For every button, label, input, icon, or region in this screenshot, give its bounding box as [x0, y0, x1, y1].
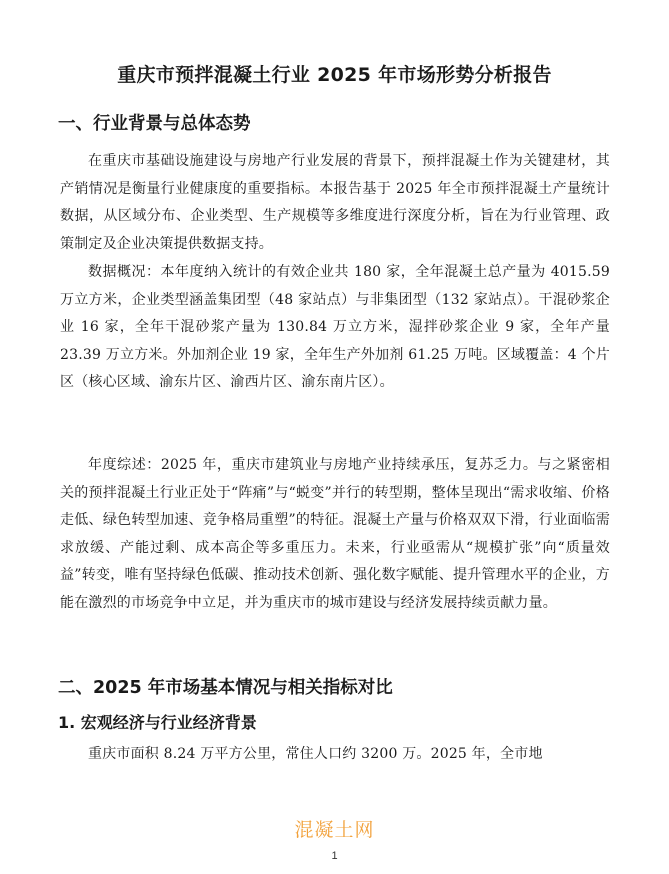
section-1-paragraph-annual-summary: 年度综述：2025 年，重庆市建筑业与房地产业持续承压，复苏乏力。与之紧密相关的预拌混凝土行业正处于“阵痛”与“蜕变”并行的转型期，整体呈现出“需求收缩、价格走低、绿色转型加速、竞争格局重塑”的特征。混凝土产量与价格双双下滑，行业面临需求放缓、产能过剩、成本高企等多重压力。未来，行业亟需从“规模扩张”向“质量效益”转变，唯有坚持绿色低碳、推动技术创新、强化数字赋能、提升管理水平的企业，方能在激烈的市场竞争中立足，并为重庆市的城市建设与经济发展持续贡献力量。: [60, 457, 610, 611]
page-number: 1: [331, 850, 338, 862]
section-1-heading: 一、行业背景与总体态势: [58, 114, 251, 134]
section-1-paragraph-intro: 在重庆市基础设施建设与房地产行业发展的背景下，预拌混凝土作为关键建材，其产销情况是衡量行业健康度的重要指标。本报告基于 2025 年全市预拌混凝土产量统计数据，从区域分布、企业类型、生产规模等多维度进行深度分析，旨在为行业管理、政策制定及企业决策提供数据支持。: [60, 153, 610, 252]
section-2-heading: 二、2025 年市场基本情况与相关指标对比: [58, 678, 393, 698]
section-1-paragraph-data-overview: 数据概况：本年度纳入统计的有效企业共 180 家，全年混凝土总产量为 4015.59 万立方米，企业类型涵盖集团型（48 家站点）与非集团型（132 家站点）。干混砂浆企业 16 家，全年干混砂浆产量为 130.84 万立方米，湿拌砂浆企业 9 家，全年产量 23.39 万立方米。外加剂企业 19 家，全年生产外加剂 61.25 万吨。区域覆盖：4 个片区（核心区域、渝东片区、渝西片区、渝东南片区）。: [60, 264, 610, 390]
document-title: 重庆市预拌混凝土行业 2025 年市场形势分析报告: [117, 64, 552, 86]
section-2-paragraph: 重庆市面积 8.24 万平方公里，常住人口约 3200 万。2025 年，全市地: [88, 746, 543, 762]
watermark-logo: 混凝土网: [294, 819, 375, 841]
section-2-subheading: 1. 宏观经济与行业经济背景: [58, 713, 257, 732]
